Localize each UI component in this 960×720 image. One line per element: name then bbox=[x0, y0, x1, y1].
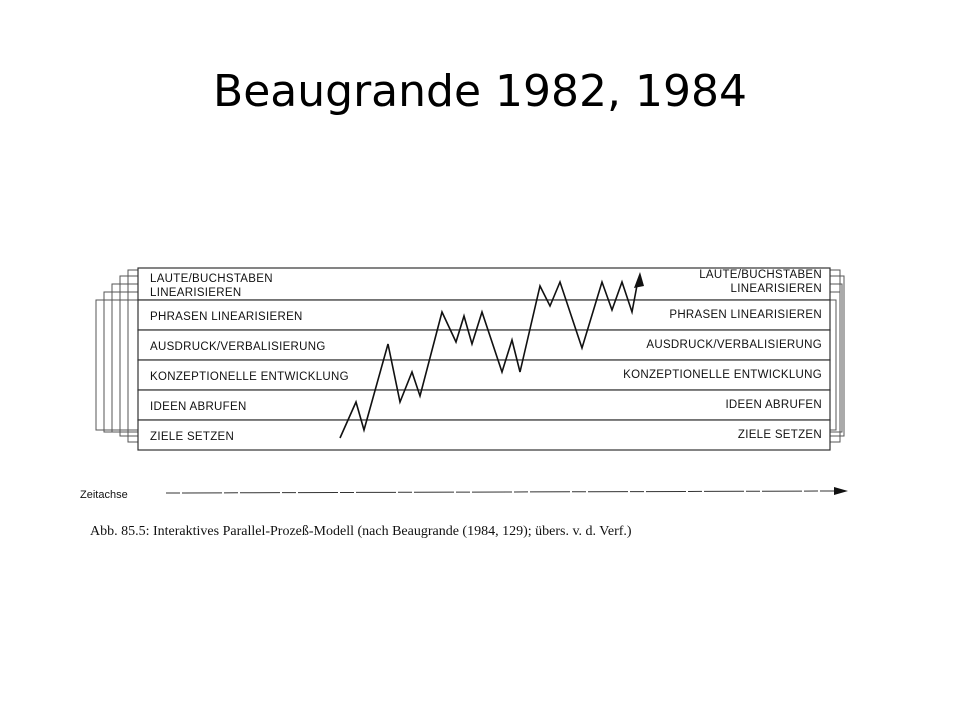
right-label-phrasen: PHRASEN LINEARISIEREN bbox=[669, 309, 822, 321]
figure-caption: Abb. 85.5: Interaktives Parallel-Prozeß-Modell (nach Beaugrande (1984, 129); übers. v. d. Verf.) bbox=[90, 524, 632, 539]
right-label-ausdruck: AUSDRUCK/VERBALISIERUNG bbox=[646, 339, 822, 351]
right-label-ideen: IDEEN ABRUFEN bbox=[725, 399, 822, 411]
left-label-phrasen: PHRASEN LINEARISIEREN bbox=[150, 311, 303, 323]
left-label-laute-line2: LINEARISIEREN bbox=[150, 287, 242, 299]
left-label-ausdruck: AUSDRUCK/VERBALISIERUNG bbox=[150, 341, 326, 353]
band-ziele bbox=[138, 420, 830, 450]
left-label-konzeptionell: KONZEPTIONELLE ENTWICKLUNG bbox=[150, 371, 349, 383]
slide-title: Beaugrande 1982, 1984 bbox=[213, 66, 747, 117]
right-label-laute-line1: LAUTE/BUCHSTABEN bbox=[699, 269, 822, 281]
right-label-laute-line2: LINEARISIEREN bbox=[730, 283, 822, 295]
left-label-ziele: ZIELE SETZEN bbox=[150, 431, 235, 443]
time-axis-label: Zeitachse bbox=[80, 489, 128, 501]
left-label-ideen: IDEEN ABRUFEN bbox=[150, 401, 247, 413]
time-axis-line bbox=[166, 491, 838, 493]
right-label-konzeptionell: KONZEPTIONELLE ENTWICKLUNG bbox=[623, 369, 822, 381]
level-bands bbox=[138, 268, 830, 450]
time-axis-arrowhead bbox=[834, 487, 848, 495]
right-label-ziele: ZIELE SETZEN bbox=[737, 429, 822, 441]
left-label-laute-line1: LAUTE/BUCHSTABEN bbox=[150, 273, 273, 285]
